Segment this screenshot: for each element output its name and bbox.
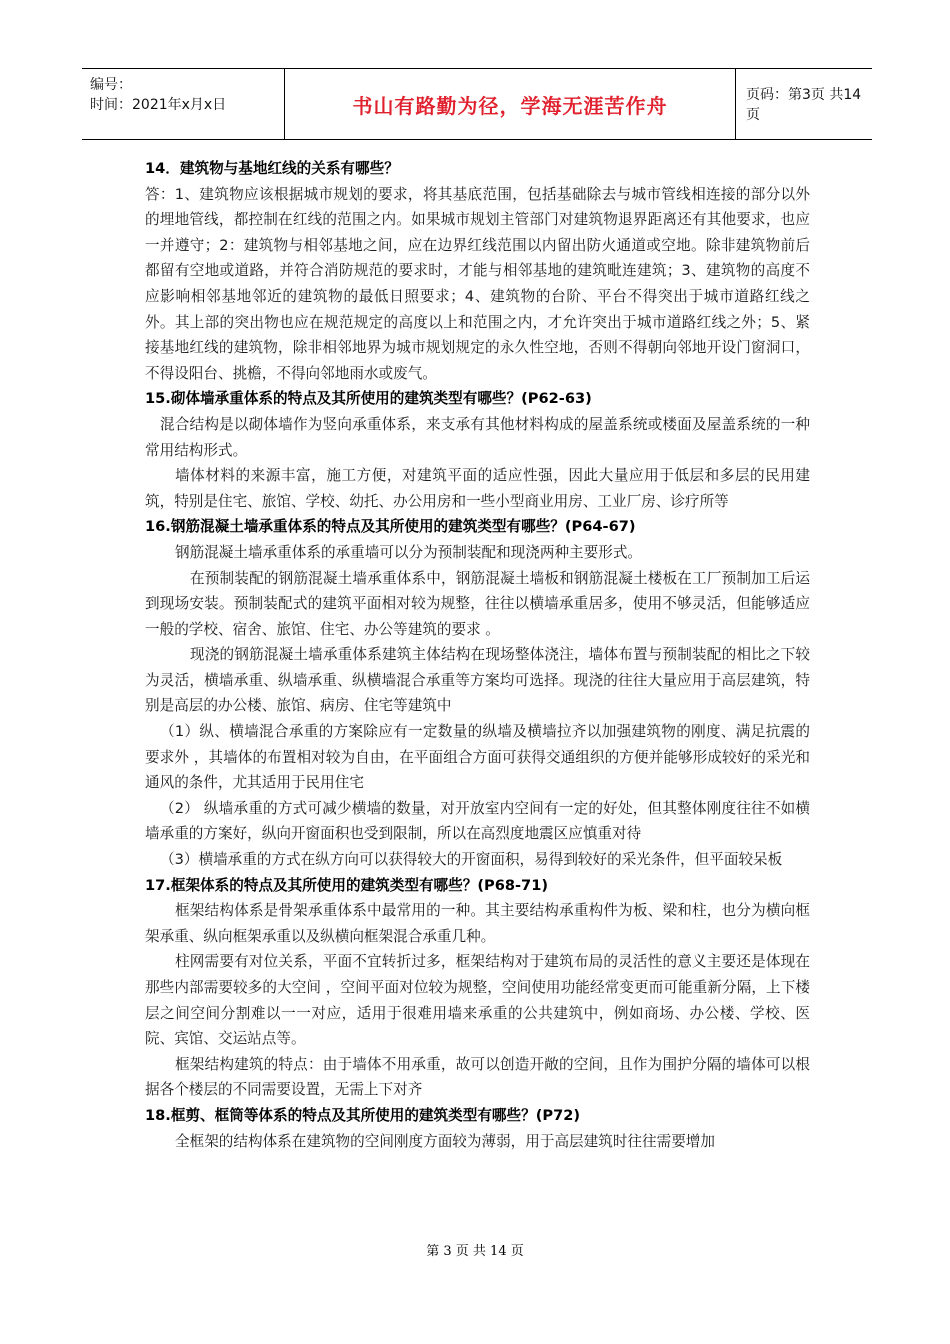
question-heading: 17.框架体系的特点及其所使用的建筑类型有哪些？(P68-71) (145, 876, 549, 894)
header-motto: 书山有路勤为径，学海无涯苦作舟 (352, 93, 668, 118)
header-page-number: 页码：第3页 共14页 (746, 87, 862, 123)
body-paragraph: （3）横墙承重的方式在纵方向可以获得较大的开窗面积，易得到较好的采光条件，但平面较呆板 (160, 851, 783, 869)
question-heading: 15.砌体墙承重体系的特点及其所使用的建筑类型有哪些？(P62-63) (145, 390, 592, 408)
body-paragraph: 墙体材料的来源丰富，施工方便，对建筑平面的适应性强，因此大量应用于低层和多层的民用建筑，特别是住宅、旅馆、学校、幼托、办公用房和一些小型商业用房、工业厂房、诊疗所等 (145, 467, 810, 510)
body-paragraph: 柱网需要有对位关系，平面不宜转折过多，框架结构对于建筑布局的灵活性的意义主要还是体现在那些内部需要较多的大空间 ，空间平面对位较为规整，空间使用功能经常变更而可能重新分隔，上下楼层之间空间分割难以一一对应，适用于很难用墙来承重的公共建筑中，例如商场、办公楼、学校、医院、宾馆、交运站点等。 (145, 953, 810, 1048)
question-heading: 14．建筑物与基地红线的关系有哪些？ (145, 160, 399, 177)
body-paragraph: 全框架的结构体系在建筑物的空间刚度方面较为薄弱，用于高层建筑时往往需要增加 (175, 1132, 715, 1150)
body-paragraph: 答：1、建筑物应该根据城市规划的要求，将其基底范围，包括基础除去与城市管线相连接的部分以外的埋地管线，都控制在红线的范围之内。如果城市规划主管部门对建筑物退界距离还有其他要求，也应一并遵守；2：建筑物与相邻基地之间，应在边界红线范围以内留出防火通道或空地。除非建筑物前后都留有空地或道路，并符合消防规范的要求时，才能与相邻基地的建筑毗连建筑；3、建筑物的高度不应影响相邻基地邻近的建筑物的最低日照要求；4、建筑物的台阶、平台不得突出于城市道路红线之外。其上部的突出物也应在规范规定的高度以上和范围之内，才允许突出于城市道路红线之外；5、紧接基地红线的建筑物，除非相邻地界为城市规划规定的永久性空地，否则不得朝向邻地开设门窗洞口，不得设阳台、挑檐，不得向邻地雨水或废气。 (145, 185, 810, 382)
document-body (145, 156, 810, 1154)
body-paragraph: 在预制装配的钢筋混凝土墙承重体系中，钢筋混凝土墙板和钢筋混凝土楼板在工厂预制加工后运到现场安装。预制装配式的建筑平面相对较为规整，往往以横墙承重居多，使用不够灵活，但能够适应一般的学校、宿舍、旅馆、住宅、办公等建筑的要求 。 (145, 569, 810, 638)
document-time-label: 时间：2021年x月x日 (90, 97, 227, 113)
question-heading: 18.框剪、框筒等体系的特点及其所使用的建筑类型有哪些？(P72) (145, 1106, 581, 1124)
question-heading: 16.钢筋混凝土墙承重体系的特点及其所使用的建筑类型有哪些？(P64-67) (145, 518, 636, 536)
header-page-cell (736, 69, 872, 139)
footer-page-number: 第 3 页 共 14 页 (426, 1244, 524, 1259)
body-paragraph: （2） 纵墙承重的方式可减少横墙的数量，对开放室内空间有一定的好处，但其整体刚度往往不如横墙承重的方案好，纵向开窗面积也受到限制，所以在高烈度地震区应慎重对待 (145, 799, 810, 843)
body-paragraph: 框架结构体系是骨架承重体系中最常用的一种。其主要结构承重构件为板、梁和柱，也分为横向框架承重、纵向框架承重以及纵横向框架混合承重几种。 (145, 902, 810, 945)
header-motto-cell (284, 69, 736, 139)
page-footer (0, 1240, 950, 1259)
document-number-label: 编号： (90, 77, 132, 93)
page-header (82, 68, 872, 140)
body-paragraph: 混合结构是以砌体墙作为竖向承重体系，来支承有其他材料构成的屋盖系统或楼面及屋盖系统的一种常用结构形式。 (145, 415, 810, 459)
body-paragraph: （1）纵、横墙混合承重的方案除应有一定数量的纵墙及横墙拉齐以加强建筑物的刚度、满足抗震的要求外 ，其墙体的布置相对较为自由，在平面组合方面可获得交通组织的方便并能够形成较好的采光和通风的条件，尤其适用于民用住宅 (145, 723, 810, 792)
body-paragraph: 钢筋混凝土墙承重体系的承重墙可以分为预制装配和现浇两种主要形式。 (175, 543, 643, 561)
header-meta (82, 69, 284, 139)
body-paragraph: 现浇的钢筋混凝土墙承重体系建筑主体结构在现场整体浇注，墙体布置与预制装配的相比之下较为灵活，横墙承重、纵墙承重、纵横墙混合承重等方案均可选择。现浇的往往大量应用于高层建筑，特别是高层的办公楼、旅馆、病房、住宅等建筑中 (145, 646, 810, 715)
body-paragraph: 框架结构建筑的特点：由于墙体不用承重，故可以创造开敞的空间，且作为围护分隔的墙体可以根据各个楼层的不同需要设置，无需上下对齐 (145, 1055, 810, 1099)
